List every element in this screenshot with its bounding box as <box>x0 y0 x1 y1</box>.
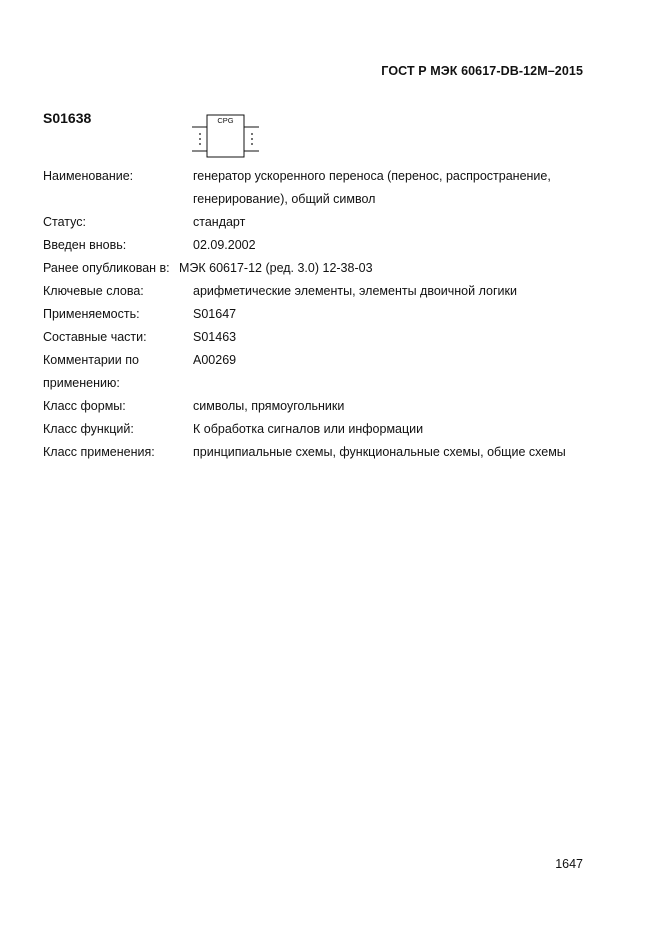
field-label: Применяемость: <box>43 307 140 321</box>
field-label <box>43 188 193 211</box>
field-row <box>43 234 603 257</box>
field-row <box>43 188 603 211</box>
symbol-box-label: CPG <box>217 116 234 125</box>
field-row <box>43 211 603 234</box>
field-value: МЭК 60617-12 (ред. 3.0) 12-38-03 <box>179 261 373 275</box>
field-label: Комментарии по <box>43 353 139 367</box>
field-label: Составные части: <box>43 330 147 344</box>
standard-header: ГОСТ Р МЭК 60617-DB-12M–2015 <box>381 64 583 78</box>
field-row <box>43 418 603 441</box>
field-label: применению: <box>43 376 120 390</box>
cpg-symbol-icon <box>190 112 262 160</box>
field-label: Класс применения: <box>43 445 155 459</box>
field-label: Наименование: <box>43 169 134 183</box>
field-label: Ключевые слова: <box>43 284 144 298</box>
field-row <box>43 441 603 464</box>
field-value: стандарт <box>193 215 246 229</box>
field-row <box>43 395 603 418</box>
field-label: Класс функций: <box>43 422 134 436</box>
field-row <box>43 349 603 372</box>
field-value: арифметические элементы, элементы двоичной логики <box>193 284 517 298</box>
field-row <box>43 372 603 395</box>
field-value: A00269 <box>193 353 237 367</box>
field-label: Класс формы: <box>43 399 126 413</box>
field-value <box>193 372 603 395</box>
symbol-fields <box>43 165 603 464</box>
field-value: S01647 <box>193 307 237 321</box>
field-row <box>43 280 603 303</box>
field-label: Ранее опубликован в: <box>43 261 170 275</box>
field-value: S01463 <box>193 330 237 344</box>
field-value: 02.09.2002 <box>193 238 256 252</box>
page-number: 1647 <box>555 857 583 871</box>
field-value: генератор ускоренного переноса (перенос, распространение, <box>193 169 551 183</box>
field-row <box>43 303 603 326</box>
field-value: К обработка сигналов или информации <box>193 422 424 436</box>
field-value: принципиальные схемы, функциональные схемы, общие схемы <box>193 445 566 459</box>
field-label: Статус: <box>43 215 86 229</box>
symbol-id: S01638 <box>43 110 92 126</box>
field-value: символы, прямоугольники <box>193 399 345 413</box>
field-row <box>43 326 603 349</box>
field-label: Введен вновь: <box>43 238 127 252</box>
field-row <box>43 165 603 188</box>
field-row <box>43 257 603 280</box>
field-value: генерирование), общий символ <box>193 192 376 206</box>
